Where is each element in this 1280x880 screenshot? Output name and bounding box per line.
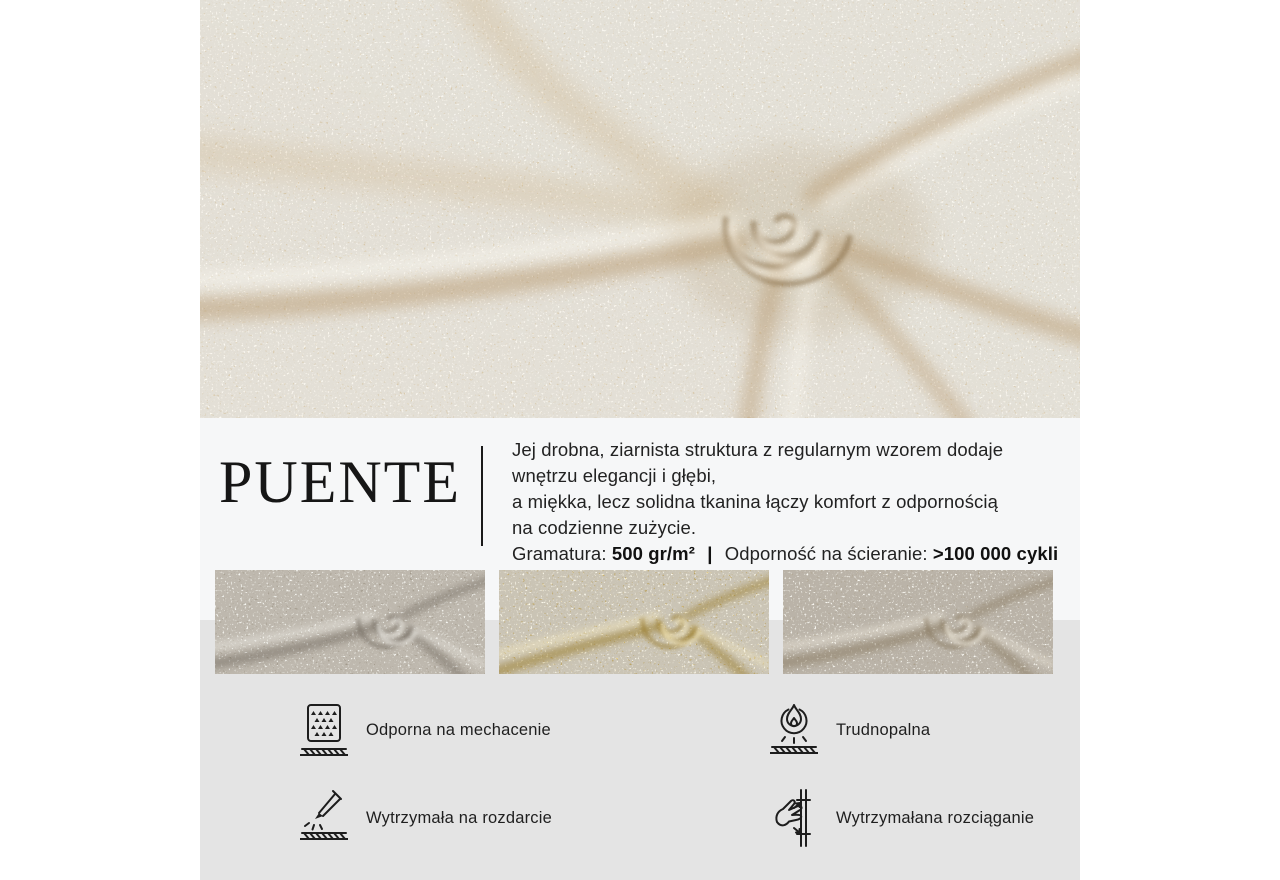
product-description xyxy=(512,437,1072,567)
feature-anti-pilling xyxy=(300,700,770,760)
description-line: a miękka, lecz solidna tkanina łączy komfort z odpornością xyxy=(512,491,998,512)
page-title: PUENTE xyxy=(219,449,461,515)
feature-label: Wytrzymała na rozdarcie xyxy=(366,808,553,827)
swatch-gray[interactable] xyxy=(215,570,485,674)
hero-fabric-image xyxy=(200,0,1080,418)
description-line: wnętrzu elegancji i głębi, xyxy=(512,465,717,486)
swatch-yellow[interactable] xyxy=(499,570,769,674)
description-line: na codzienne zużycie. xyxy=(512,517,697,538)
content-column xyxy=(200,0,1080,880)
weight-value: 500 gr/m² xyxy=(611,543,695,564)
feature-label: Wytrzymałana rozciąganie xyxy=(836,808,1035,827)
swatch-beige[interactable] xyxy=(783,570,1053,674)
vertical-divider xyxy=(481,446,483,546)
tear-resistant-icon xyxy=(300,788,348,848)
feature-grid xyxy=(300,700,1034,848)
abrasion-label: Odporność na ścieranie: xyxy=(724,543,928,564)
swatch-row xyxy=(215,570,1053,674)
flame-retardant-icon xyxy=(770,700,818,760)
feature-stretch-resistant xyxy=(770,788,1034,848)
spec-line xyxy=(512,541,1072,567)
feature-label: Odporna na mechacenie xyxy=(366,720,551,739)
abrasion-value: >100 000 cykli xyxy=(932,543,1059,564)
description-line: Jej drobna, ziarnista struktura z regularnym wzorem dodaje xyxy=(512,439,1004,460)
feature-flame-retardant xyxy=(770,700,1034,760)
weight-label: Gramatura: xyxy=(512,543,607,564)
anti-pilling-icon xyxy=(300,700,348,760)
spec-separator: | xyxy=(707,543,713,564)
stretch-resistant-icon xyxy=(770,788,818,848)
feature-label: Trudnopalna xyxy=(836,720,931,739)
feature-tear-resistant xyxy=(300,788,770,848)
